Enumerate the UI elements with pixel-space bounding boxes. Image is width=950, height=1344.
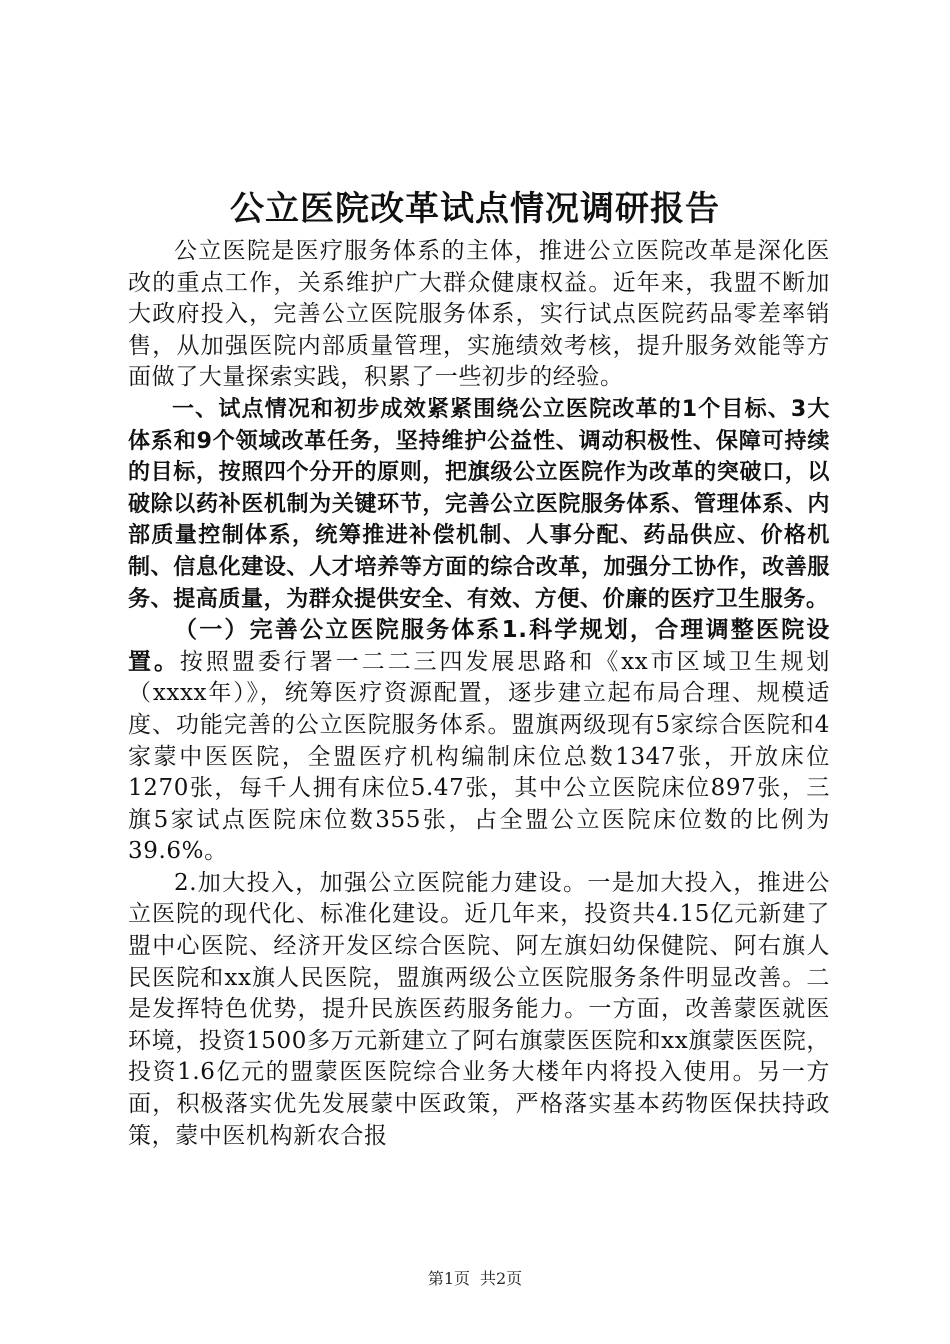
- paragraph-section-one: 一、试点情况和初步成效紧紧围绕公立医院改革的1个目标、3大体系和9个领域改革任务，坚持维护公益性、调动积极性、保障可持续的目标，按照四个分开的原则，把旗级公立医院作为改革的突破口，以破除以药补医机制为关键环节，完善公立医院服务体系、管理体系、内部质量控制体系，统筹推进补偿机制、人事分配、药品供应、价格机制、信息化建设、人才培养等方面的综合改革，加强分工协作，改善服务、提高质量，为群众提供安全、有效、方便、价廉的医疗卫生服务。: [128, 396, 830, 612]
- paragraph-investment: 2.加大投入，加强公立医院能力建设。一是加大投入，推进公立医院的现代化、标准化建设。近几年来，投资共4.15亿元新建了盟中心医院、经济开发区综合医院、阿左旗妇幼保健院、阿右旗人民医院和xx旗人民医院，盟旗两级公立医院服务条件明显改善。二是发挥特色优势，提升民族医药服务能力。一方面，改善蒙医就医环境，投资1500多万元新建立了阿右旗蒙医医院和xx旗蒙医医院，投资1.6亿元的盟蒙医医院综合业务大楼年内将投入使用。另一方面，积极落实优先发展蒙中医政策，严格落实基本药物医保扶持政策，蒙中医机构新农合报: [128, 869, 830, 1149]
- subsection-heading: （一）完善公立医院服务体系1.科学规划，合理调整医院设置。: [128, 617, 830, 675]
- subsection-text: 按照盟委行署一二二三四发展思路和《xx市区域卫生规划（xxxx年）》，统筹医疗资源配置，逐步建立起布局合理、规模适度、功能完善的公立医院服务体系。盟旗两级现有5家综合医院和4家蒙中医医院，全盟医疗机构编制床位总数1347张，开放床位1270张，每千人拥有床位5.47张，其中公立医院床位897张，三旗5家试点医院床位数355张，占全盟公立医院床位数的比例为39.6%。: [128, 648, 831, 865]
- document-title: 公立医院改革试点情况调研报告: [230, 189, 720, 229]
- paragraph-intro: 公立医院是医疗服务体系的主体，推进公立医院改革是深化医改的重点工作，关系维护广大群众健康权益。近年来，我盟不断加大政府投入，完善公立医院服务体系，实行试点医院药品零差率销售，从加强医院内部质量管理，实施绩效考核，提升服务效能等方面做了大量探索实践，积累了一些初步的经验。: [128, 238, 830, 391]
- paragraph-subsection-one: [128, 615, 830, 868]
- document-body: [128, 236, 830, 1152]
- page-footer: [0, 1268, 950, 1290]
- page-number: 第1页: [427, 1269, 470, 1288]
- page-total: 共2页: [480, 1269, 523, 1288]
